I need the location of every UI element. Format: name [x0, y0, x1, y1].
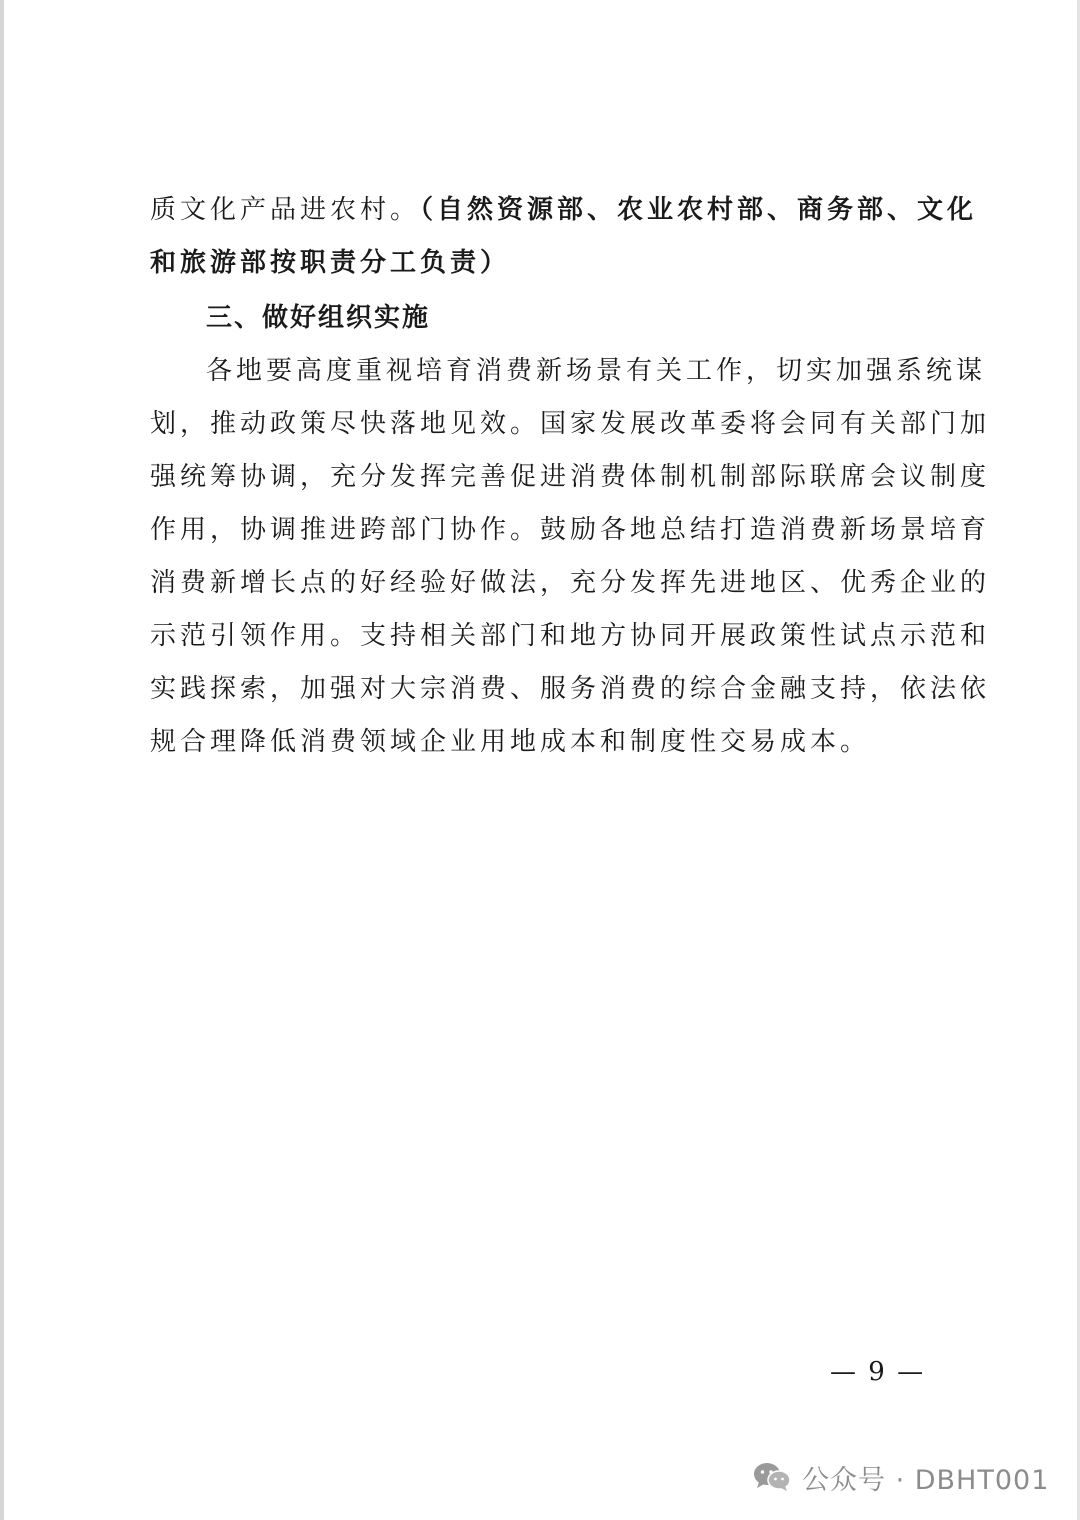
- page-number: — 9 —: [830, 1357, 926, 1387]
- body-paragraph: [150, 345, 991, 769]
- paragraph-line: 示范引领作用。支持相关部门和地方协同开展政策性试点示范和: [150, 621, 991, 651]
- paragraph-line: 作用，协调推进跨部门协作。鼓励各地总结打造消费新场景培育: [150, 515, 991, 545]
- paragraph-line: 规合理降低消费领域企业用地成本和制度性交易成本。: [150, 727, 871, 757]
- watermark-text: 公众号 · DBHT001: [802, 1464, 1050, 1496]
- page-edge-left: [0, 0, 4, 1520]
- paragraph-line: 划，推动政策尽快落地见效。国家发展改革委将会同有关部门加: [150, 409, 991, 439]
- watermark: [752, 1452, 1049, 1502]
- paragraph-line: 强统筹协调，充分发挥完善促进消费体制机制部际联席会议制度: [150, 462, 991, 492]
- line-2-bold: 和旅游部按职责分工负责）: [150, 248, 511, 278]
- paragraph-line: 各地要高度重视培育消费新场景有关工作，切实加强系统谋: [206, 356, 987, 386]
- line-1-plain: 质文化产品进农村。: [150, 195, 421, 225]
- wechat-icon: [752, 1461, 792, 1493]
- section-heading: 三、做好组织实施: [206, 303, 431, 333]
- paragraph-line: 消费新增长点的好经验好做法，充分发挥先进地区、优秀企业的: [150, 568, 991, 598]
- paragraph-line: 实践探索，加强对大宗消费、服务消费的综合金融支持，依法依: [150, 674, 991, 704]
- continued-text: [150, 184, 978, 290]
- line-1-bold: （自然资源部、农业农村部、商务部、文化: [420, 195, 978, 225]
- text-line-2: [150, 237, 932, 290]
- text-line-1: [150, 184, 978, 237]
